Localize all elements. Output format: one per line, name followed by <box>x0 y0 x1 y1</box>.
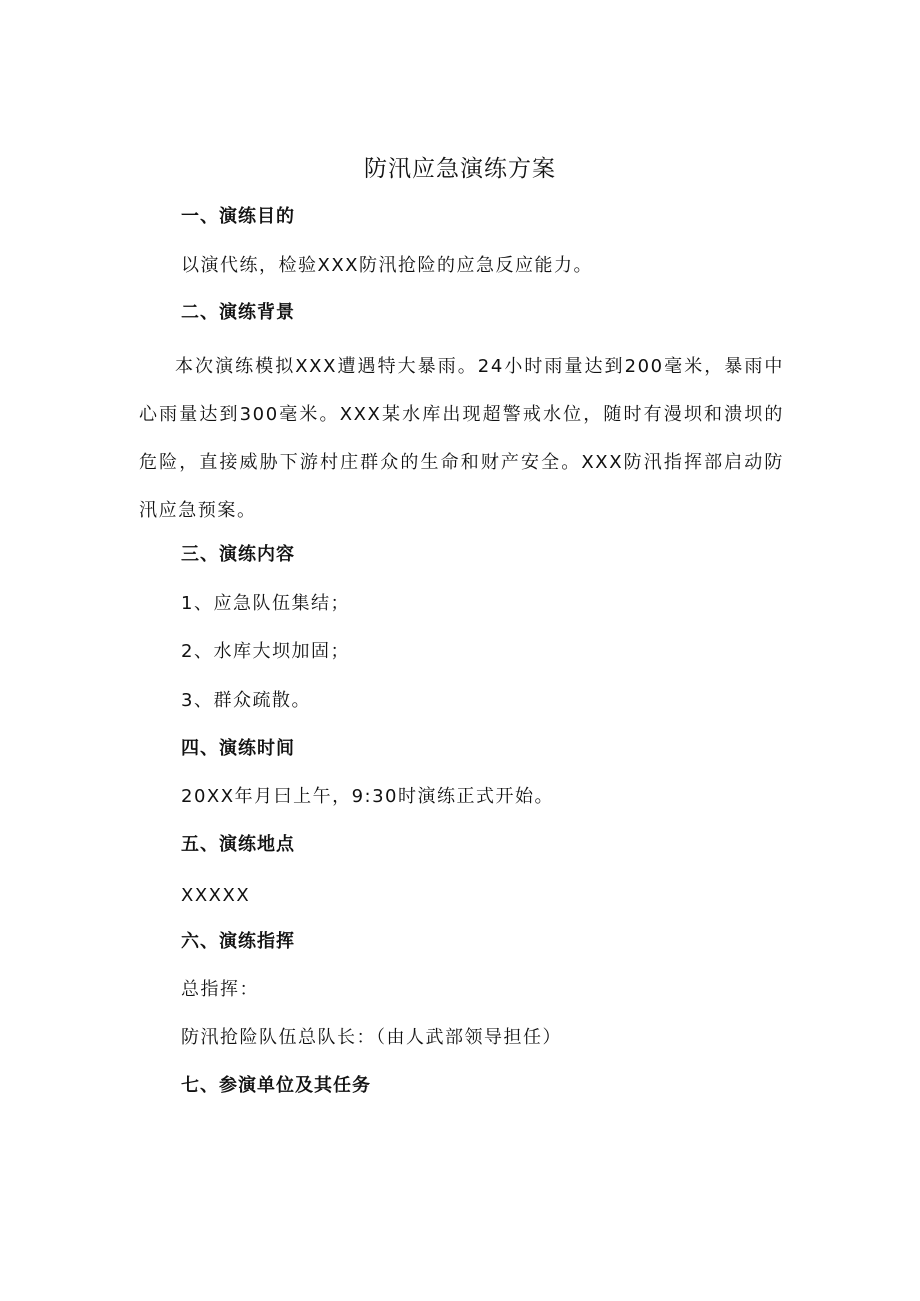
section-heading-content: 三、演练内容 <box>181 544 295 565</box>
list-item: 1、应急队伍集结； <box>181 593 350 614</box>
list-item: 2、水库大坝加固； <box>181 641 350 662</box>
section-heading-units: 七、参演单位及其任务 <box>181 1075 371 1096</box>
command-line-team-leader: 防汛抢险队伍总队长：（由人武部领导担任） <box>181 1027 562 1048</box>
section-text-time: 20XX年月曰上午，9:30时演练正式开始。 <box>181 786 554 807</box>
section-heading-background: 二、演练背景 <box>181 302 295 323</box>
section-text-location: XXXXX <box>181 885 251 906</box>
command-line-chief: 总指挥： <box>181 979 259 1000</box>
section-heading-time: 四、演练时间 <box>181 738 295 759</box>
list-item: 3、群众疏散。 <box>181 690 311 711</box>
section-heading-purpose: 一、演练目的 <box>181 206 295 227</box>
document-title: 防汛应急演练方案 <box>364 156 556 182</box>
section-text-purpose: 以演代练，检验XXX防汛抢险的应急反应能力。 <box>181 255 593 276</box>
section-text-background: 本次演练模拟XXX遭遇特大暴雨。24小时雨量达到200毫米，暴雨中心雨量达到300毫米。XXX某水库出现超警戒水位，随时有漫坝和溃坝的危险，直接威胁下游村庄群众的生命和财产安全。XXX防汛指挥部启动防汛应急预案。 <box>139 356 784 521</box>
section-heading-location: 五、演练地点 <box>181 834 295 855</box>
section-heading-command: 六、演练指挥 <box>181 931 295 952</box>
